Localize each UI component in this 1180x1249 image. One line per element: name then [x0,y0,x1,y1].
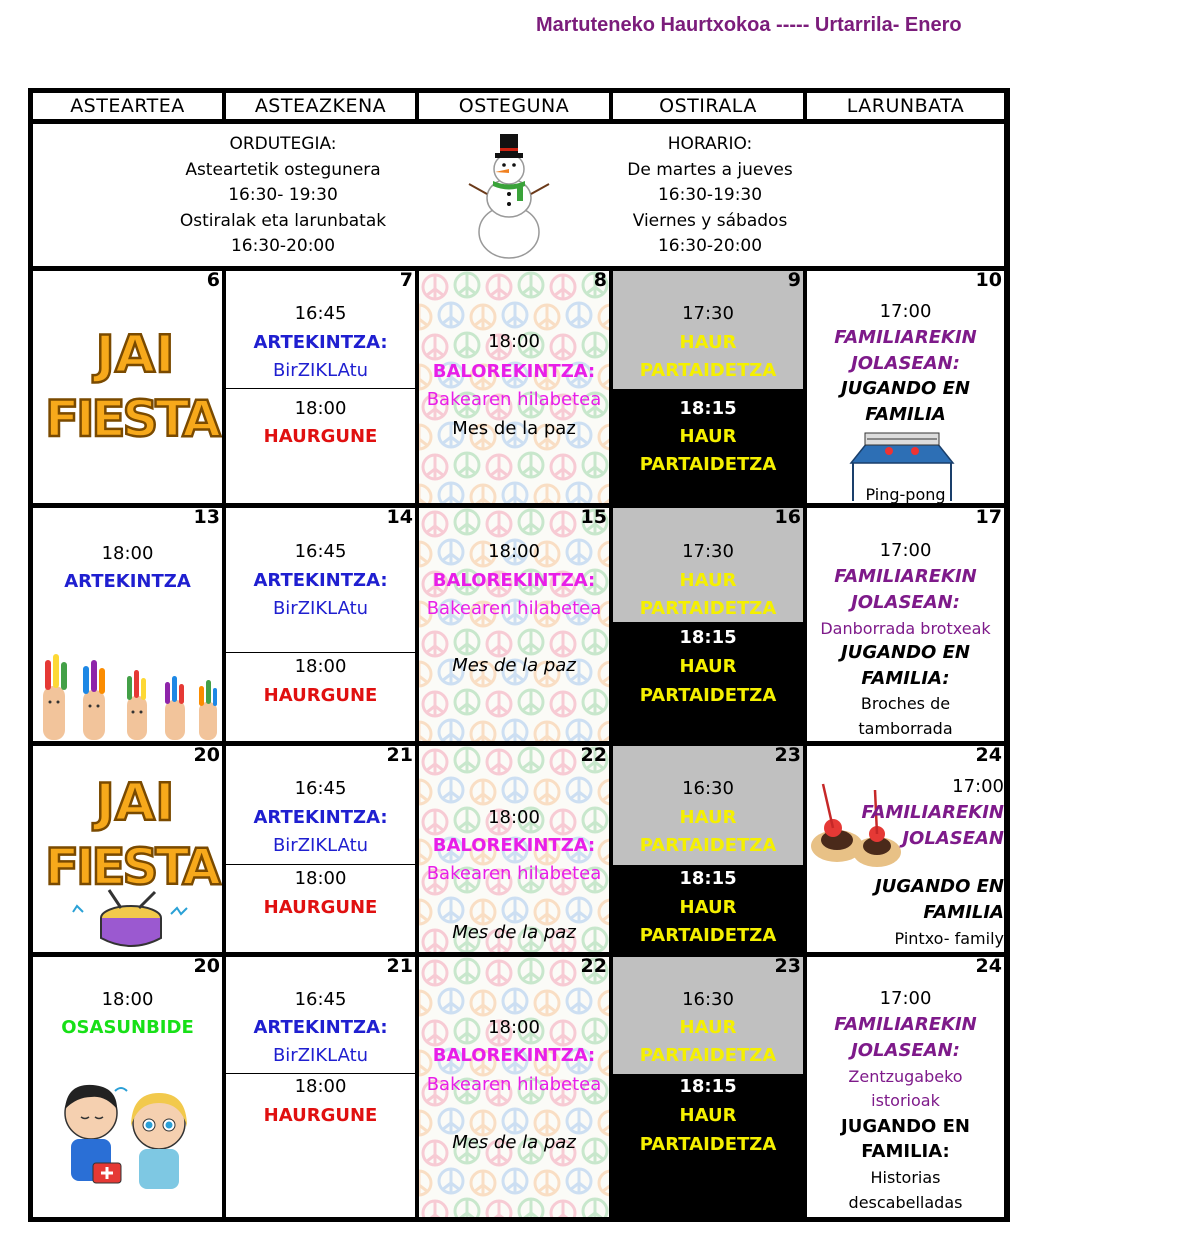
activity-subtitle: Bakearen hilabetea [426,1074,602,1095]
time: 18:00 [101,989,154,1010]
schedule-eu-days: Asteartetik ostegunera [185,159,381,180]
activity-partaidetza: PARTAIDETZA [639,598,777,619]
cell-sat-17 [807,508,1004,741]
cell-thu-22b [419,957,609,1217]
time: 18:00 [101,543,154,564]
activity-familiarekin: FAMILIAREKIN [861,802,1004,823]
cell-tue-6 [33,271,222,503]
schedule-basque [163,132,403,260]
activity-familiarekin: FAMILIAREKIN [834,327,977,348]
activity-haur: HAUR [679,1017,737,1038]
activity-haur: HAUR [679,897,737,918]
divider [226,652,415,653]
activity-partaidetza: PARTAIDETZA [639,1045,777,1066]
activity-spanish: FAMILIA [865,404,946,425]
pintxo-icon [809,776,903,872]
day-number: 21 [386,957,413,977]
activity-haur: HAUR [679,1105,737,1126]
day-number: 13 [193,508,220,528]
activity-subtitle: BirZIKLAtu [272,598,369,619]
time: 18:00 [488,541,540,562]
activity-note: istorioak [871,1091,940,1110]
activity-haur: HAUR [679,807,737,828]
time: 18:00 [294,868,347,889]
activity-jolasean: JOLASEAN: [851,353,960,374]
schedule-es-hours: 16:30-19:30 [657,185,763,205]
peace-pattern-background [419,271,609,503]
schedule-eu-days2: Ostiralak eta larunbatak [179,210,387,231]
activity-spanish: JUGANDO EN [841,1116,970,1137]
activity-haurgune: HAURGUNE [263,426,378,447]
activity-artekintza: ARTEKINTZA [64,571,191,592]
cell-sat-24b [807,957,1004,1217]
activity-note: Historias [870,1168,941,1187]
time: 17:00 [879,301,932,322]
cell-thu-15 [419,508,609,741]
time: 18:00 [488,331,540,352]
header-saturday: LARUNBATA [807,93,1004,119]
day-number: 10 [975,271,1002,291]
time: 16:45 [294,989,347,1010]
time: 18:00 [294,656,347,677]
cell-sat-10 [807,271,1004,503]
time: 17:00 [952,776,1004,797]
activity-subtitle: Bakearen hilabetea [426,389,602,410]
day-number: 23 [774,746,801,766]
schedule-eu-hours2: 16:30-20:00 [230,236,336,256]
schedule-es-days2: Viernes y sábados [632,210,788,231]
schedule-spanish [615,132,805,260]
time: 17:00 [879,540,932,561]
time: 16:45 [294,778,347,799]
time: 16:45 [294,541,347,562]
day-number: 14 [386,508,413,528]
activity-spanish: FAMILIA [923,902,1004,923]
schedule-es-days: De martes a jueves [627,159,793,180]
cell-tue-20b [33,957,222,1217]
activity-subtitle: BirZIKLAtu [272,360,369,381]
activity-partaidetza: PARTAIDETZA [639,835,777,856]
page-title: Martuteneko Haurtxokoa ----- Urtarrila- Enero [536,14,962,36]
activity-familiarekin: FAMILIAREKIN [834,566,977,587]
activity-note: Zentzugabeko [848,1067,963,1086]
day-number: 24 [975,957,1002,977]
day-number: 23 [774,957,801,977]
day-number: 17 [975,508,1002,528]
activity-spanish: Mes de la paz [452,418,576,439]
time: 18:15 [679,627,737,648]
day-number: 8 [593,271,607,291]
day-number: 7 [399,271,413,291]
cell-sat-24 [807,746,1004,952]
divider [226,1073,415,1074]
cell-wed-21b [226,957,415,1217]
time: 18:15 [679,398,737,419]
time: 16:30 [682,778,734,799]
time: 18:00 [488,1017,540,1038]
time: 18:00 [294,398,347,419]
schedule-row [33,124,1004,266]
activity-note: tamborrada [858,719,953,738]
activity-partaidetza: PARTAIDETZA [639,360,777,381]
day-number: 24 [975,746,1002,766]
day-number: 20 [193,957,220,977]
cell-thu-8 [419,271,609,503]
activity-haur: HAUR [679,332,737,353]
day-number: 20 [193,746,220,766]
time: 17:30 [682,541,734,562]
activity-osasunbide: OSASUNBIDE [61,1017,194,1038]
schedule-es-hours2: 16:30-20:00 [657,236,763,256]
activity-artekintza: ARTEKINTZA: [253,1017,388,1038]
fiesta-text: FIESTA [45,838,221,896]
divider [226,388,415,389]
jai-text: JAI [95,773,175,833]
activity-spanish: Mes de la paz [452,922,576,943]
time: 16:45 [294,303,347,324]
activity-note: descabelladas [848,1193,963,1212]
activity-spanish: Mes de la paz [452,1132,576,1153]
activity-jolasean: JOLASEAN: [851,1040,960,1061]
activity-note: Pintxo- family [894,929,1004,948]
activity-balorekintza: BALOREKINTZA: [432,1045,596,1066]
activity-subtitle: Bakearen hilabetea [426,863,602,884]
fiesta-text: FIESTA [45,390,221,444]
time: 17:30 [682,303,734,324]
kids-health-icon [53,1079,203,1199]
activity-haurgune: HAURGUNE [263,1105,378,1126]
cell-tue-20 [33,746,222,952]
activity-partaidetza: PARTAIDETZA [639,1134,777,1155]
activity-spanish: Mes de la paz [452,655,576,676]
header-wednesday: ASTEAZKENA [226,93,415,119]
activity-subtitle: Bakearen hilabetea [426,598,602,619]
activity-subtitle: BirZIKLAtu [272,835,369,856]
header-thursday: OSTEGUNA [419,93,609,119]
day-number: 22 [580,957,607,977]
jai-fiesta-graphic [43,768,222,952]
activity-spanish: FAMILIA: [861,1141,950,1162]
activity-note: Ping-pong [865,485,946,503]
activity-artekintza: ARTEKINTZA: [253,570,388,591]
divider [226,864,415,865]
activity-haur: HAUR [679,656,737,677]
activity-spanish: JUGANDO EN [841,378,970,399]
painted-hands-icon [35,650,221,740]
time: 18:15 [679,1076,737,1097]
cell-wed-21 [226,746,415,952]
activity-artekintza: ARTEKINTZA: [253,332,388,353]
time: 18:00 [294,1076,347,1097]
day-number: 15 [580,508,607,528]
activity-artekintza: ARTEKINTZA: [253,807,388,828]
day-number: 21 [386,746,413,766]
schedule-eu-heading: ORDUTEGIA: [229,134,337,154]
header-tuesday: ASTEARTEA [33,93,222,119]
activity-jolasean: JOLASEAN: [851,592,960,613]
snowman-icon [465,132,553,260]
time: 16:30 [682,989,734,1010]
cell-thu-22 [419,746,609,952]
activity-note: Broches de [860,694,951,713]
activity-partaidetza: PARTAIDETZA [639,925,777,946]
cell-tue-13 [33,508,222,741]
schedule-eu-hours: 16:30- 19:30 [228,185,338,205]
jai-text: JAI [95,326,175,385]
day-number: 16 [774,508,801,528]
calendar-table [28,88,1010,1222]
activity-spanish: JUGANDO EN [841,642,970,663]
time: 17:00 [879,988,932,1009]
drum-icon [73,890,187,946]
day-number: 22 [580,746,607,766]
activity-haur: HAUR [679,426,737,447]
activity-haurgune: HAURGUNE [263,897,378,918]
activity-haurgune: HAURGUNE [263,685,378,706]
time: 18:15 [679,868,737,889]
cell-fri-16 [613,508,803,741]
time: 18:00 [488,807,540,828]
cell-fri-23b [613,957,803,1217]
activity-balorekintza: BALOREKINTZA: [432,570,596,591]
activity-familiarekin: FAMILIAREKIN [834,1014,977,1035]
activity-haur: HAUR [679,570,737,591]
activity-spanish: FAMILIA: [861,668,950,689]
activity-note: Danborrada brotxeak [820,619,991,638]
activity-jolasean: JOLASEAN [902,828,1004,849]
header-friday: OSTIRALA [613,93,803,119]
activity-partaidetza: PARTAIDETZA [639,685,777,706]
day-number: 9 [787,271,801,291]
activity-balorekintza: BALOREKINTZA: [432,835,596,856]
day-number: 6 [206,271,220,291]
cell-wed-7 [226,271,415,503]
cell-fri-23 [613,746,803,952]
activity-partaidetza: PARTAIDETZA [639,454,777,475]
activity-balorekintza: BALOREKINTZA: [432,361,596,382]
schedule-es-heading: HORARIO: [667,134,753,154]
cell-wed-14 [226,508,415,741]
jai-fiesta-graphic [43,326,222,444]
activity-subtitle: BirZIKLAtu [272,1045,369,1066]
cell-fri-9 [613,271,803,503]
activity-spanish: JUGANDO EN [875,876,1004,897]
